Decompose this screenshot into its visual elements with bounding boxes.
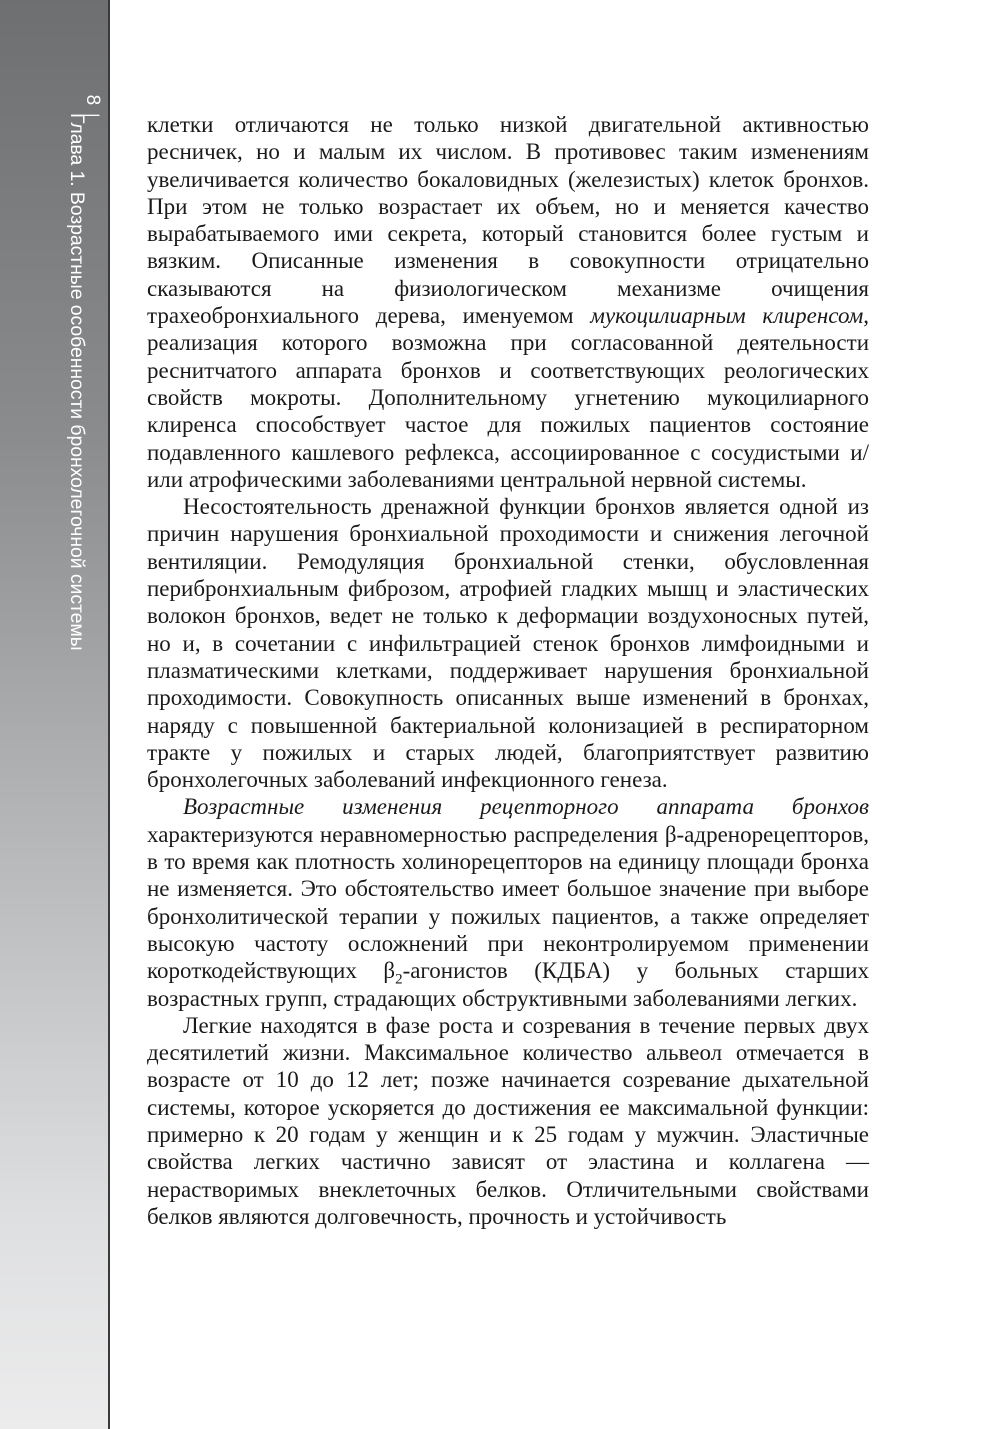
- page-number-value: 8: [82, 94, 103, 106]
- paragraph-1-text: клетки отличаются не только низкой двигательной активностью ресничек, но и малым их числом. В противовес таким изменениям увеличивается количество бокаловидных (железистых) клеток бронхов. При этом не только возрастает их объем, но и меняется качество вырабатываемого ими секрета, который становится более густым и вязким. Описанные изменения в совокупности отрицательно сказываются на физиологическом механизме очищения трахеобронхиального дерева, именуемом: [147, 112, 869, 329]
- page-number-separator: |: [84, 113, 101, 118]
- paragraph-1-term: мукоцилиарным клиренсом: [590, 303, 864, 329]
- running-head: Глава 1. Возрастные особенности бронхолегочной системы: [66, 113, 88, 651]
- paragraph-3-text-end: -агонистов (КДБА) у больных старших возрастных групп, страдающих обструктивными заболеваниями легких.: [147, 958, 869, 1011]
- paragraph-1-text-end: , реализация которого возможна при согласованной деятельности реснитчатого аппарата бронхов и соответствующих реологических свойств мокроты. Дополнительному угнетению мукоцилиарного клиренса способствует частое для пожилых пациентов состояние подавленного кашлевого рефлекса, ассоциированное с сосудистыми и/или атрофическими заболеваниями центральной нервной системы.: [147, 303, 869, 492]
- paragraph-4: Легкие находятся в фазе роста и созревания в течение первых двух десятилетий жизни. Максимальное количество альвеол отмечается в возрасте от 10 до 12 лет; позже начинается созревание дыхательной системы, которое ускоряется до достижения ее максимальной функции: примерно к 20 годам у женщин и к 25 годам у мужчин. Эластичные свойства легких частично зависят от эластина и коллагена — нерастворимых внеклеточных белков. Отличительными свойствами белков являются долговечность, прочность и устойчивость: [147, 1012, 869, 1229]
- paragraph-3: [147, 793, 869, 1011]
- paragraph-1: [147, 111, 869, 493]
- paragraph-3-text: характеризуются неравномерностью распределения β-адренорецепторов, в то время как плотность холинорецепторов на единицу площади бронха не изменяется. Это обстоятельство имеет большое значение при выборе бронхолитической терапии у пожилых пациентов, а также определяет высокую частоту осложнений при неконтролируемом применении короткодействующих β: [147, 821, 869, 984]
- body-text: [147, 111, 869, 1230]
- paragraph-2: Несостоятельность дренажной функции бронхов является одной из причин нарушения бронхиальной проходимости и снижения легочной вентиляции. Ремодуляция бронхиальной стенки, обусловленная перибронхиальным фиброзом, атрофией гладких мышц и эластических волокон бронхов, ведет не только к деформации воздухоносных путей, но и, в сочетании с инфильтрацией стенок бронхов лимфоидными и плазматическими клетками, поддерживает нарушения бронхиальной проходимости. Совокупность описанных выше изменений в бронхах, наряду с повышенной бактериальной колонизацией в респираторном тракте у пожилых и старых людей, благоприятствует развитию бронхолегочных заболеваний инфекционного генеза.: [147, 494, 869, 793]
- sidebar-divider: [108, 0, 110, 1429]
- paragraph-3-subscript: 2: [395, 971, 403, 988]
- chapter-sidebar: [0, 0, 108, 1429]
- paragraph-3-term: Возрастные изменения рецепторного аппарата бронхов: [183, 794, 869, 820]
